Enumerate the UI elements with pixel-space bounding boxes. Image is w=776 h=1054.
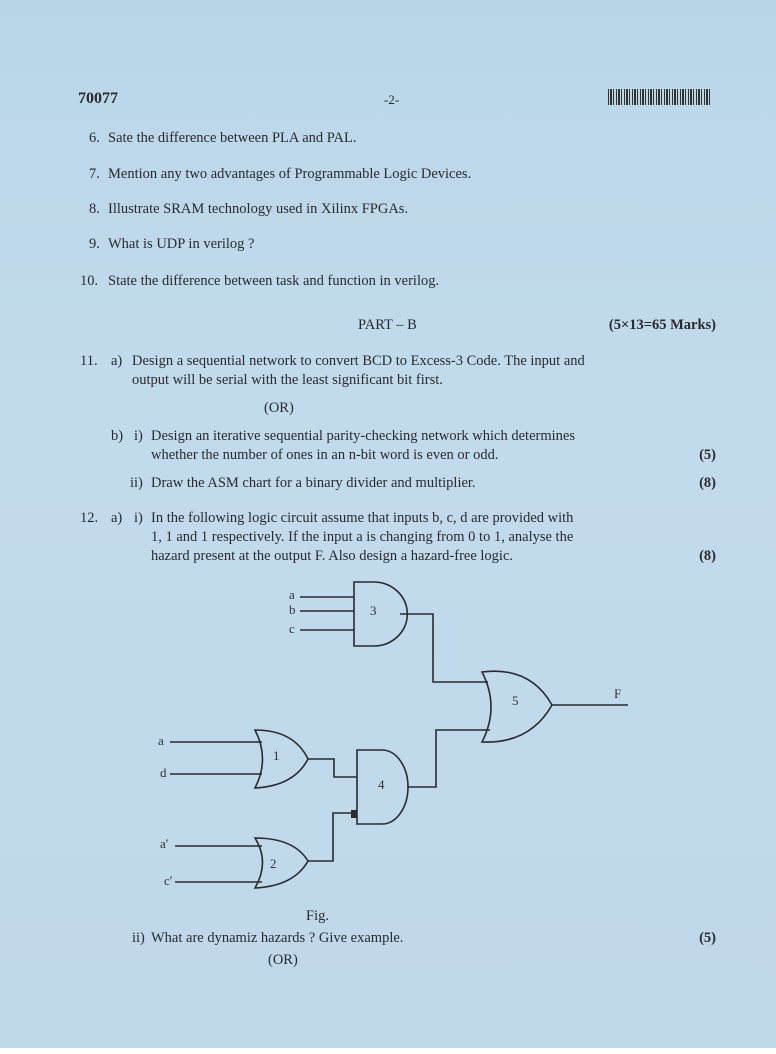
- q11-number: 11.: [80, 353, 98, 369]
- input-c-label: c: [289, 621, 295, 636]
- gate-3-and: [354, 582, 407, 646]
- gate-1-or: [255, 730, 308, 788]
- question-number: 7.: [89, 166, 100, 182]
- q12-a-label: a): [111, 510, 123, 526]
- q12-aii-label: ii): [132, 930, 145, 946]
- input-a-prime-label: a′: [160, 836, 169, 851]
- input-a-label: a: [158, 733, 164, 748]
- q11-bii-marks: (8): [699, 475, 716, 491]
- question-text: Sate the difference between PLA and PAL.: [108, 130, 357, 146]
- q11-bi-label: i): [134, 428, 143, 444]
- input-d-label: d: [160, 765, 167, 780]
- q11-bi-text-1: Design an iterative sequential parity-checking network which determines: [151, 428, 575, 444]
- input-b-label: b: [289, 602, 296, 617]
- figure-caption: Fig.: [306, 908, 329, 924]
- q11-a-text-2: output will be serial with the least significant bit first.: [132, 372, 443, 388]
- gate-2-label: 2: [270, 856, 277, 871]
- gate-3-label: 3: [370, 603, 377, 618]
- q11-bii-label: ii): [130, 475, 143, 491]
- q12-or: (OR): [268, 952, 298, 968]
- gate-1-label: 1: [273, 748, 280, 763]
- paper-code: 70077: [78, 90, 118, 107]
- q11-bii-text: Draw the ASM chart for a binary divider and multiplier.: [151, 475, 476, 491]
- q12-ai-text-1: In the following logic circuit assume that inputs b, c, d are provided with: [151, 510, 574, 526]
- q12-ai-marks: (8): [699, 548, 716, 564]
- question-text: Mention any two advantages of Programmable Logic Devices.: [108, 166, 472, 182]
- question-number: 10.: [80, 273, 99, 289]
- question-number: 9.: [89, 236, 100, 252]
- q12-ai-text-3: hazard present at the output F. Also design a hazard-free logic.: [151, 548, 514, 564]
- question-text: Illustrate SRAM technology used in Xilinx FPGAs.: [108, 201, 409, 217]
- q11-bi-marks: (5): [699, 447, 716, 463]
- q11-a-label: a): [111, 353, 123, 369]
- page-number: -2-: [384, 92, 400, 107]
- question-text: State the difference between task and function in verilog.: [108, 273, 440, 289]
- q11-or: (OR): [264, 400, 294, 416]
- q11-a-text-1: Design a sequential network to convert BCD to Excess-3 Code. The input and: [132, 353, 585, 369]
- q11-bi-text-2: whether the number of ones in an n-bit word is even or odd.: [151, 447, 499, 463]
- input-a-label-top: a: [289, 587, 295, 602]
- part-b-title: PART – B: [358, 317, 417, 333]
- q12-ai-text-2: 1, 1 and 1 respectively. If the input a is changing from 0 to 1, analyse the: [151, 529, 574, 545]
- output-f-label: F: [614, 686, 622, 701]
- q12-aii-text: What are dynamiz hazards ? Give example.: [151, 930, 404, 946]
- question-number: 6.: [89, 130, 100, 146]
- question-text: What is UDP in verilog ?: [108, 236, 255, 252]
- q11-b-label: b): [111, 428, 124, 444]
- gate-4-label: 4: [378, 777, 385, 792]
- q12-aii-marks: (5): [699, 930, 716, 946]
- input-c-prime-label: c′: [164, 873, 173, 888]
- q12-number: 12.: [80, 510, 99, 526]
- part-b-marks: (5×13=65 Marks): [608, 317, 716, 333]
- question-number: 8.: [89, 201, 100, 217]
- gate-5-label: 5: [512, 693, 519, 708]
- q12-ai-label: i): [134, 510, 143, 526]
- gate-2-or: [255, 838, 308, 888]
